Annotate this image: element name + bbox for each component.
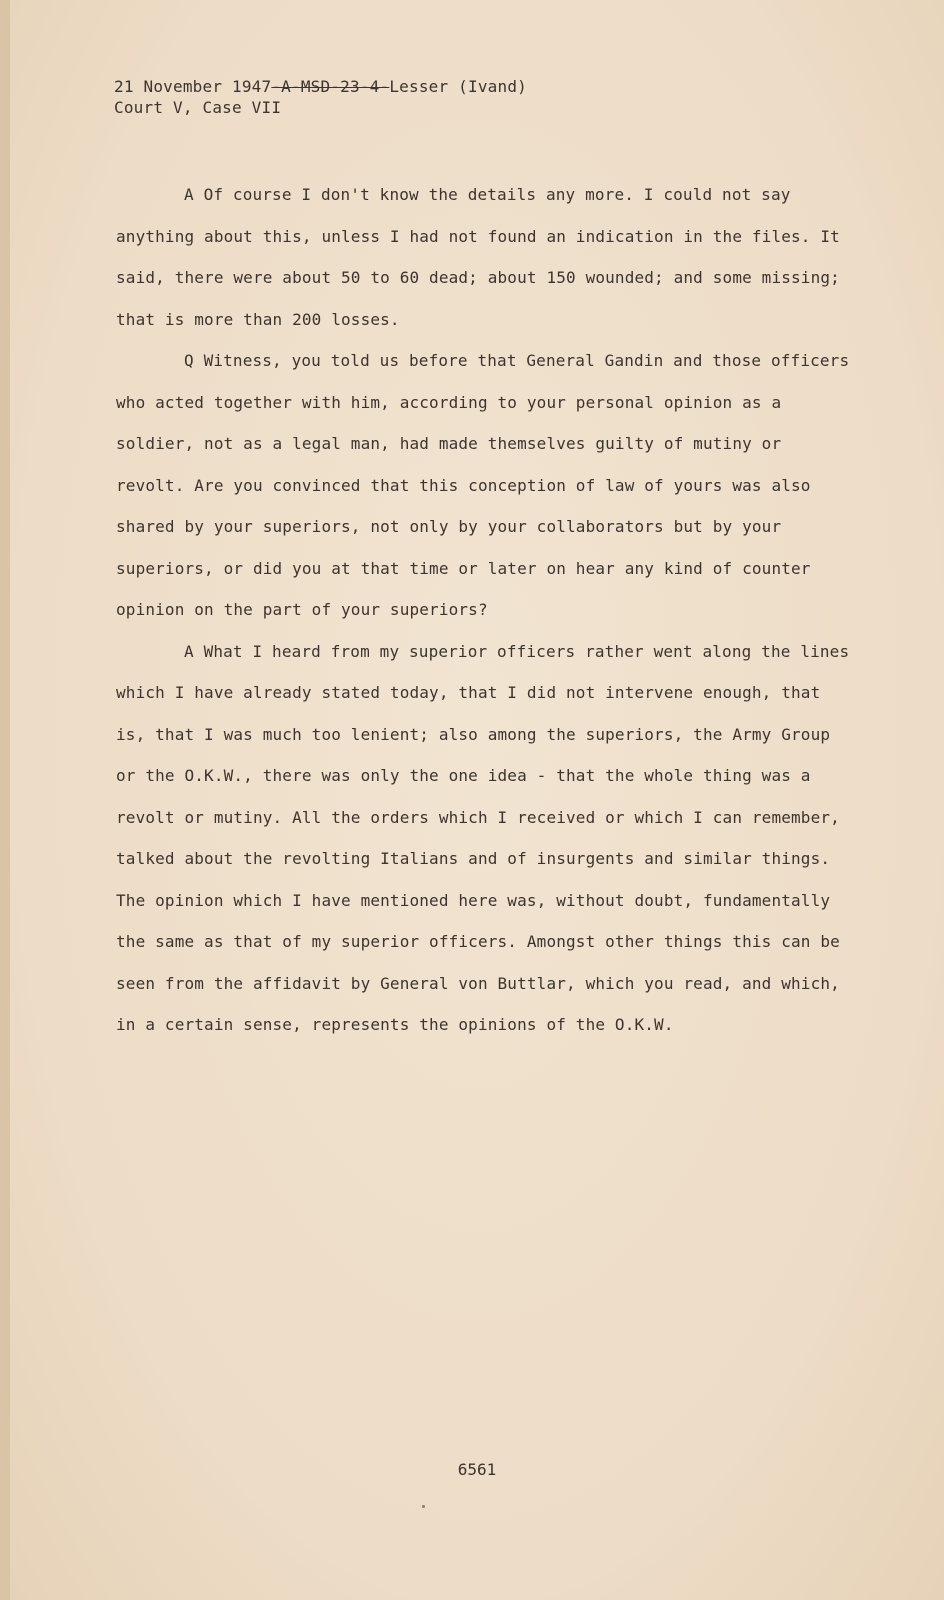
header-line-2: Court V, Case VII xyxy=(114,98,282,117)
header-struck-reference: -A-MSD-23-4- xyxy=(271,77,390,96)
header-name: Lesser (Ivand) xyxy=(389,77,527,96)
punch-mark xyxy=(422,1505,425,1508)
header-line-1 xyxy=(114,76,527,97)
transcript-body xyxy=(116,174,856,1046)
document-header xyxy=(114,76,527,118)
paragraph-question-1: Q Witness, you told us before that General Gandin and those officers who acted together with him, according to your personal opinion as a soldier, not as a legal man, had made themselves guilty of mutiny or revolt. Are you convinced that this conception of law of yours was also shared by your superiors, not only by your collaborators but by your superiors, or did you at that time or later on hear any kind of counter opinion on the part of your superiors? xyxy=(116,351,850,619)
page-number: 6561 xyxy=(457,1460,497,1479)
paragraph-answer-2: A What I heard from my superior officers rather went along the lines which I have already stated today, that I did not intervene enough, that is, that I was much too lenient; also among the superiors, the Army Group or the O.K.W., there was only the one idea - that the whole thing was a revolt or mutiny. All the orders which I received or which I can remember, talked about the revolting Italians and of insurgents and similar things. The opinion which I have mentioned here was, without doubt, fundamentally the same as that of my superior officers. Amongst other things this can be seen from the affidavit by General von Buttlar, which you read, and which, in a certain sense, represents the opinions of the O.K.W. xyxy=(116,641,850,1034)
header-date: 21 November 1947 xyxy=(114,77,272,96)
paragraph-answer-1: A Of course I don't know the details any more. I could not say anything about this, unless I had not found an indication in the files. It said, there were about 50 to 60 dead; about 150 wounded; and some missing; that is more than 200 losses. xyxy=(116,185,840,329)
